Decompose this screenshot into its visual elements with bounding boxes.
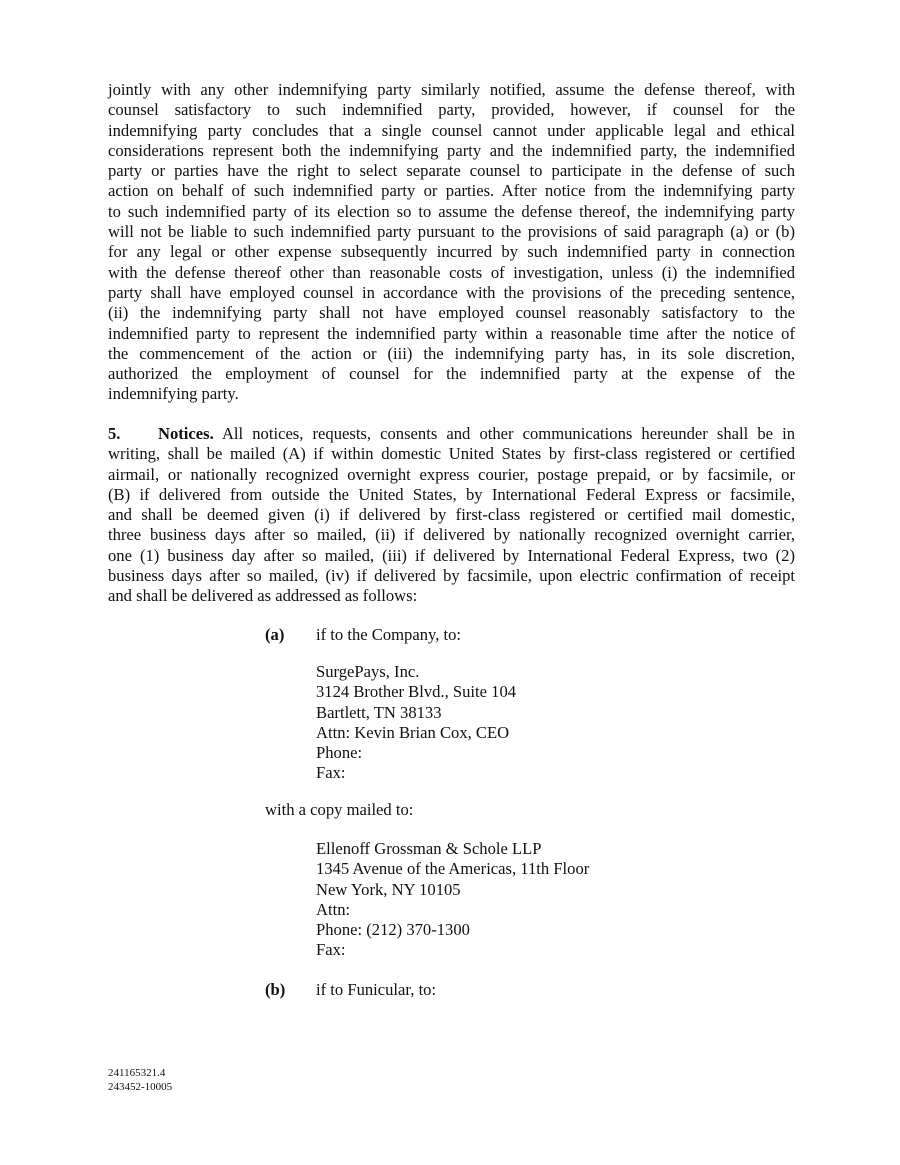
text-line: counsel satisfactory to such indemnified party, provided, however, if counsel for the	[108, 100, 795, 120]
section-number: 5.	[108, 424, 121, 443]
text-line: (ii) the indemnifying party shall not have employed counsel reasonably satisfactory to the	[108, 303, 795, 323]
text-line: and shall be deemed given (i) if delivered by first-class registered or certified mail domestic,	[108, 505, 795, 525]
text-line: (B) if delivered from outside the United States, by International Federal Express or facsimile,	[108, 484, 795, 504]
matter-id: 243452-10005	[108, 1081, 173, 1093]
text-line: writing, shall be mailed (A) if within domestic United States by first-class registered or certified	[108, 444, 795, 464]
text-line: 1345 Avenue of the Americas, 11th Floor	[316, 859, 590, 879]
text-line: action on behalf of such indemnified party or parties. After notice from the indemnifying party	[108, 181, 795, 201]
text-line: 3124 Brother Blvd., Suite 104	[316, 682, 517, 702]
footer-doc-ids	[108, 1066, 172, 1094]
text-line: indemnifying party concludes that a single counsel cannot under applicable legal and ethical	[108, 120, 795, 140]
text-line: Ellenoff Grossman & Schole LLP	[316, 839, 542, 858]
text-line: Attn: Kevin Brian Cox, CEO	[316, 722, 510, 742]
text-line: New York, NY 10105	[316, 879, 461, 899]
text-line: with the defense thereof other than reasonable costs of investigation, unless (i) the indemnified	[108, 262, 795, 282]
paragraph-indemnification	[108, 80, 795, 405]
doc-id: 241165321.4	[108, 1067, 166, 1079]
text-line: jointly with any other indemnifying party similarly notified, assume the defense thereof, with	[108, 80, 795, 99]
text-line: Phone: (212) 370-1300	[316, 920, 470, 940]
section-5-first-line	[108, 424, 795, 444]
text-line: Bartlett, TN 38133	[316, 702, 442, 722]
copy-text: with a copy mailed to:	[265, 800, 414, 819]
item-b-label: (b)	[265, 980, 286, 999]
text-line: one (1) business day after so mailed, (iii) if delivered by International Federal Express, two (2)	[108, 545, 795, 565]
item-a-text: if to the Company, to:	[316, 625, 462, 644]
text-line: will not be liable to such indemnified party pursuant to the provisions of said paragraph (a) or (b)	[108, 222, 795, 242]
section-text: All notices, requests, consents and other communications hereunder shall be in	[221, 424, 795, 443]
section-heading: Notices.	[158, 424, 214, 443]
text-line: Phone:	[316, 743, 363, 763]
section-5-notices	[108, 424, 795, 607]
text-line: authorized the employment of counsel for the indemnified party at the expense of the	[108, 364, 795, 384]
text-line: airmail, or nationally recognized overnight express courier, postage prepaid, or by facsimile, or	[108, 464, 795, 484]
text-line: SurgePays, Inc.	[316, 662, 420, 681]
text-line: to such indemnified party of its election so to assume the defense thereof, the indemnifying party	[108, 201, 795, 221]
text-line: party or parties have the right to select separate counsel to participate in the defense of such	[108, 161, 795, 181]
text-line: business days after so mailed, (iv) if delivered by facsimile, upon electric confirmation of receipt	[108, 566, 795, 586]
text-line: indemnifying party.	[108, 384, 239, 404]
company-address	[316, 662, 516, 784]
text-line: indemnified party to represent the indemnified party within a reasonable time after the notice of	[108, 323, 795, 343]
text-line: Fax:	[316, 940, 346, 960]
copy-address	[316, 839, 589, 961]
text-line: party shall have employed counsel in accordance with the provisions of the preceding sentence,	[108, 282, 795, 302]
text-line: three business days after so mailed, (ii) if delivered by nationally recognized overnight carrier,	[108, 525, 795, 545]
text-line: for any legal or other expense subsequently incurred by such indemnified party in connection	[108, 242, 795, 262]
text-line: the commencement of the action or (iii) the indemnifying party has, in its sole discretion,	[108, 343, 795, 363]
item-a-label: (a)	[265, 625, 285, 644]
text-line: considerations represent both the indemnifying party and the indemnified party, the indemnified	[108, 140, 795, 160]
text-line: Fax:	[316, 763, 346, 783]
text-line: Attn:	[316, 899, 351, 919]
item-b-text: if to Funicular, to:	[316, 980, 437, 999]
text-line: and shall be delivered as addressed as follows:	[108, 586, 418, 606]
